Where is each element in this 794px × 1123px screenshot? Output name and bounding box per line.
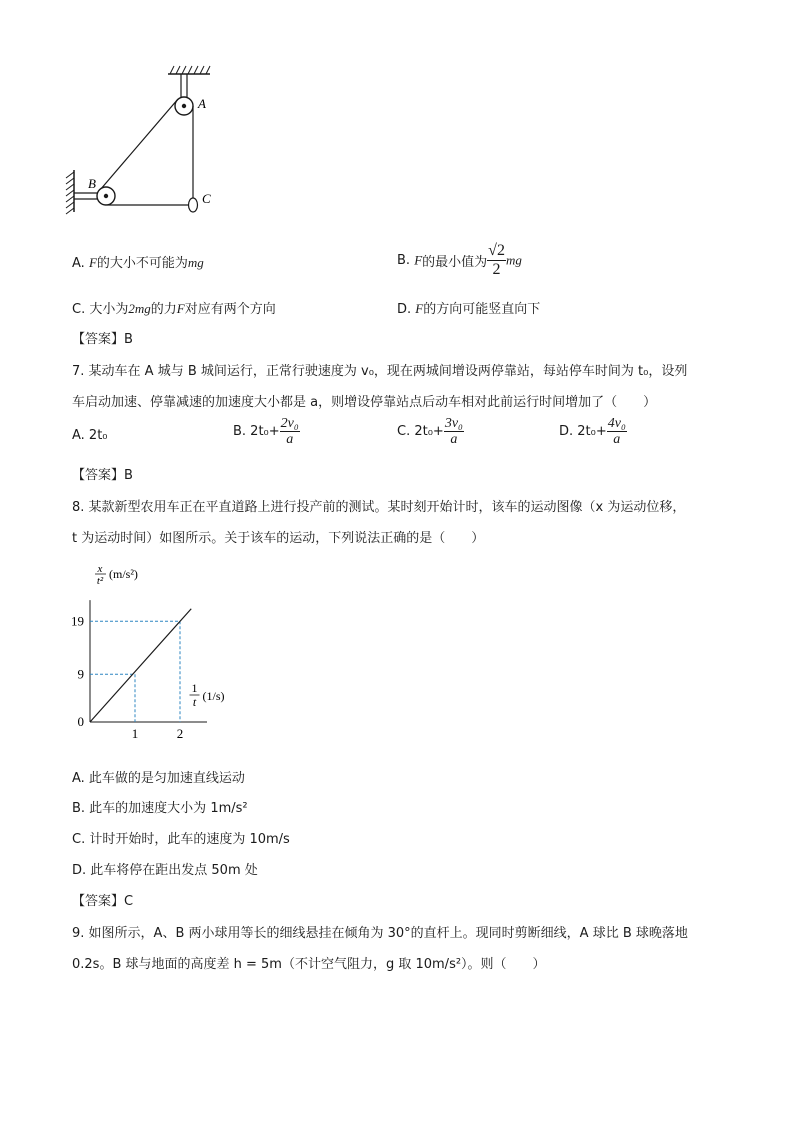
q6-option-d: D. F的方向可能竖直向下: [397, 301, 541, 317]
q8-option-b: B. 此车的加速度大小为 1m/s²: [72, 801, 248, 816]
q6-option-b: B. F的最小值为 $\frac{√2}{2}$ mg: [397, 242, 522, 278]
q8-option-c: C. 计时开始时，此车的速度为 10m/s: [72, 832, 290, 847]
q6-option-a: A. F的大小不可能为mg: [72, 255, 204, 271]
x-label-den: t: [192, 695, 197, 709]
q7-option-b: B. 2t₀+ $\frac{\text{2v₀}}{a}$: [233, 416, 299, 447]
y-label-num: x: [97, 563, 103, 575]
q9-line1: 9. 如图所示，A、B 两小球用等长的细线悬挂在倾角为 30°的直杆上。现同时剪断细线，A 球比 B 球晚落地: [72, 926, 688, 941]
q7-line2: 车启动加速、停靠减速的加速度大小都是 a，则增设停靠站点后动车相对此前运行时间增加了（ ）: [72, 395, 657, 410]
label-b: B: [88, 176, 96, 191]
y-tick-9: 9: [77, 666, 84, 682]
y-label-den: t²: [96, 575, 104, 587]
pulley-diagram: [60, 62, 230, 222]
q7-option-a: A. 2t₀: [72, 428, 108, 443]
q8-line2: t 为运动时间）如图所示。关于该车的运动，下列说法正确的是（ ）: [72, 531, 485, 546]
motion-graph: [60, 560, 270, 745]
q8-line1: 8. 某款新型农用车正在平直道路上进行投产前的测试。某时刻开始计时，该车的运动图像（x 为运动位移，: [72, 500, 686, 515]
q8-option-a: A. 此车做的是匀加速直线运动: [72, 771, 245, 786]
q7-option-d: D. 2t₀+ $\frac{\text{4v₀}}{a}$: [559, 416, 626, 447]
y-tick-0: 0: [77, 714, 84, 729]
x-tick-1: 1: [131, 726, 139, 741]
y-tick-19: 19: [71, 613, 84, 629]
x-tick-2: 2: [176, 726, 184, 741]
q7-option-c: C. 2t₀+ $\frac{\text{3v₀}}{a}$: [397, 416, 463, 447]
q7-line1: 7. 某动车在 A 城与 B 城间运行，正常行驶速度为 v₀，现在两城间增设两停靠站，每站停车时间为 t₀，设列: [72, 364, 688, 379]
q6-option-c: C. 大小为2mg的力F对应有两个方向: [72, 301, 276, 317]
q8-option-d: D. 此车将停在距出发点 50m 处: [72, 863, 258, 878]
y-label-unit: (m/s²): [109, 567, 138, 581]
q9-line2: 0.2s。B 球与地面的高度差 h = 5m（不计空气阻力，g 取 10m/s²）。则（ ）: [72, 957, 546, 972]
q7-answer: 【答案】B: [72, 468, 133, 483]
series-line: [90, 609, 191, 722]
q8-answer: 【答案】C: [72, 894, 134, 909]
x-label-num: 1: [191, 681, 198, 695]
x-label-unit: (1/s): [202, 689, 225, 703]
label-a: A: [198, 96, 206, 111]
label-c: C: [202, 191, 211, 206]
q6-answer: 【答案】B: [72, 332, 133, 347]
